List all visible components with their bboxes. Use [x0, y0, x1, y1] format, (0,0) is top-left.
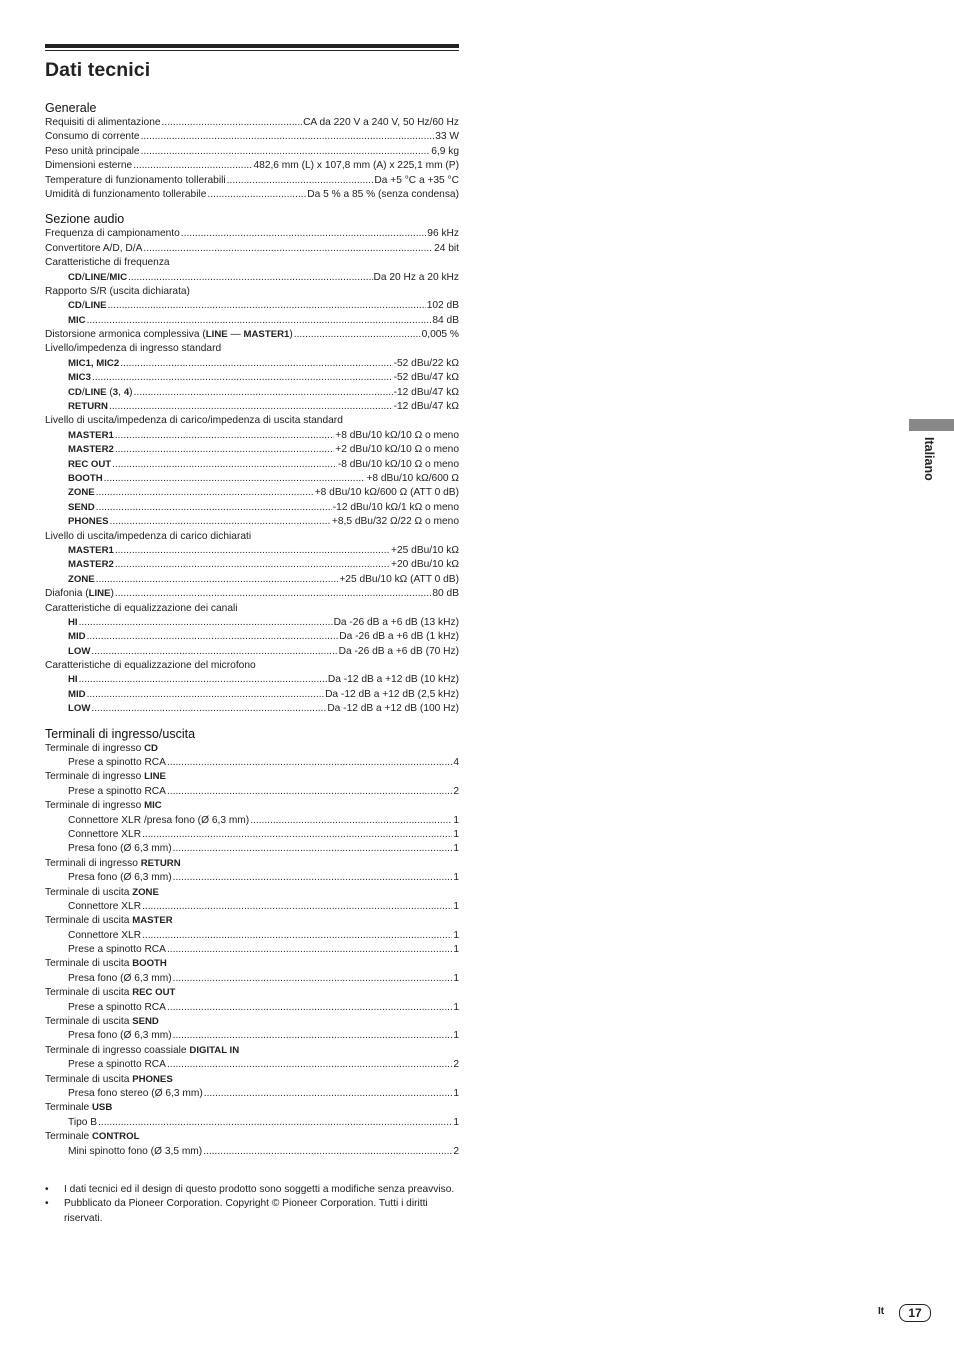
- spec-label: Dimensioni esterne: [45, 160, 133, 172]
- spec-row: [45, 188, 459, 202]
- spec-row: [45, 472, 459, 486]
- section-heading: Terminali di ingresso/uscita: [45, 726, 196, 741]
- dot-leader: [143, 242, 433, 256]
- spec-row: [45, 645, 459, 659]
- spec-label: Prese a spinotto RCA: [68, 944, 166, 956]
- language-tab-marker: [909, 419, 954, 431]
- spec-row: [45, 386, 459, 400]
- spec-value: 1: [453, 1030, 459, 1042]
- dot-leader: [167, 785, 452, 799]
- spec-row: [45, 587, 459, 601]
- spec-value: Da -26 dB a +6 dB (70 Hz): [338, 645, 459, 657]
- spec-row: [45, 1029, 459, 1043]
- dot-leader: [87, 630, 339, 644]
- spec-label: PHONES: [68, 516, 109, 528]
- dot-leader: [141, 130, 435, 144]
- dot-leader: [294, 328, 421, 342]
- dot-leader: [112, 458, 337, 472]
- spec-value: 1: [453, 814, 459, 826]
- spec-label: Presa fono (Ø 6,3 mm): [68, 843, 172, 855]
- spec-label: Prese a spinotto RCA: [68, 757, 166, 769]
- spec-label: MASTER1: [68, 429, 114, 441]
- dot-leader: [173, 972, 453, 986]
- dot-leader: [204, 1087, 453, 1101]
- dot-leader: [181, 227, 427, 241]
- spec-row: [45, 486, 459, 500]
- spec-value: Da -26 dB a +6 dB (1 kHz): [339, 631, 459, 643]
- section-terminali: [45, 726, 459, 1159]
- spec-row: [45, 159, 459, 173]
- spec-row: [45, 573, 459, 587]
- spec-row: [45, 174, 459, 188]
- page-number: 17: [899, 1304, 931, 1322]
- spec-value: -12 dBu/47 kΩ: [393, 386, 459, 398]
- dot-leader: [133, 159, 252, 173]
- section-generale: [45, 100, 459, 202]
- spec-group-label: Caratteristiche di equalizzazione del microfono: [45, 660, 256, 672]
- spec-row: [45, 1087, 459, 1101]
- spec-row: [45, 501, 459, 515]
- dot-leader: [128, 271, 373, 285]
- page-title: Dati tecnici: [45, 59, 151, 81]
- spec-value: 4: [453, 757, 459, 769]
- spec-label: MIC3: [68, 372, 91, 384]
- spec-row: [45, 443, 459, 457]
- spec-group-label: Terminale di ingresso LINE: [45, 771, 166, 783]
- spec-row: [45, 1001, 459, 1015]
- spec-group-label: Caratteristiche di equalizzazione dei canali: [45, 602, 238, 614]
- dot-leader: [87, 688, 324, 702]
- spec-label: MASTER2: [68, 444, 114, 456]
- spec-label: Connettore XLR: [68, 900, 142, 912]
- dot-leader: [227, 174, 374, 188]
- spec-value: Da -12 dB a +12 dB (2,5 kHz): [325, 688, 459, 700]
- spec-value: 1: [453, 900, 459, 912]
- spec-label: Frequenza di campionamento: [45, 228, 180, 240]
- dot-leader: [203, 1145, 452, 1159]
- spec-value: +8 dBu/10 kΩ/600 Ω: [366, 472, 459, 484]
- dot-leader: [98, 1116, 452, 1130]
- spec-label: Connettore XLR: [68, 929, 142, 941]
- spec-value: 1: [453, 1116, 459, 1128]
- spec-label: MASTER2: [68, 559, 114, 571]
- bullet-icon: •: [45, 1183, 49, 1195]
- spec-label: Distorsione armonica complessiva (LINE — MASTER1): [45, 329, 293, 341]
- spec-row: [45, 900, 459, 914]
- spec-row: [45, 1058, 459, 1072]
- spec-list: [45, 742, 459, 1159]
- spec-label: Umidità di funzionamento tollerabile: [45, 188, 207, 200]
- spec-label: HI: [68, 616, 78, 628]
- spec-row: [45, 299, 459, 313]
- spec-group-label: Terminale di ingresso MIC: [45, 800, 162, 812]
- spec-group-label: Terminale di ingresso coassiale DIGITAL IN: [45, 1044, 240, 1056]
- spec-value: 482,6 mm (L) x 107,8 mm (A) x 225,1 mm (P): [253, 160, 459, 172]
- spec-label: Convertitore A/D, D/A: [45, 242, 143, 254]
- spec-group-label: Terminale di uscita MASTER: [45, 915, 173, 927]
- spec-column: [45, 44, 459, 1226]
- spec-label: Mini spinotto fono (Ø 3,5 mm): [68, 1145, 203, 1157]
- spec-row: [45, 1116, 459, 1130]
- spec-value: Da 20 Hz a 20 kHz: [373, 271, 459, 283]
- spec-value: +8 dBu/10 kΩ/600 Ω (ATT 0 dB): [314, 487, 459, 499]
- spec-value: 2: [453, 1059, 459, 1071]
- spec-label: CD/LINE: [68, 300, 107, 312]
- spec-label: Consumo di corrente: [45, 131, 140, 143]
- title-rule-thick: [45, 44, 459, 48]
- spec-value: +8 dBu/10 kΩ/10 Ω o meno: [335, 429, 459, 441]
- spec-group-label: Terminale di ingresso CD: [45, 742, 158, 754]
- spec-value: 1: [453, 972, 459, 984]
- spec-group-label: Rapporto S/R (uscita dichiarata): [45, 285, 190, 297]
- dot-leader: [115, 443, 334, 457]
- spec-row: [45, 616, 459, 630]
- dot-leader: [167, 1058, 452, 1072]
- spec-list: [45, 116, 459, 202]
- spec-label: LOW: [68, 703, 91, 715]
- dot-leader: [96, 486, 314, 500]
- spec-label: ZONE: [68, 487, 95, 499]
- dot-leader: [104, 472, 366, 486]
- spec-value: -8 dBu/10 kΩ/10 Ω o meno: [337, 458, 459, 470]
- spec-value: +2 dBu/10 kΩ/10 Ω o meno: [335, 444, 459, 456]
- spec-row: [45, 371, 459, 385]
- spec-label: Presa fono (Ø 6,3 mm): [68, 972, 172, 984]
- dot-leader: [79, 673, 327, 687]
- spec-row: [45, 271, 459, 285]
- spec-label: RETURN: [68, 401, 108, 413]
- spec-row: [45, 673, 459, 687]
- note-text: Pubblicato da Pioneer Corporation. Copyright © Pioneer Corporation. Tutti i diritti riservati.: [64, 1198, 428, 1224]
- spec-row: [45, 929, 459, 943]
- section-heading: Sezione audio: [45, 212, 125, 227]
- dot-leader: [167, 943, 452, 957]
- spec-label: Prese a spinotto RCA: [68, 785, 166, 797]
- spec-label: Prese a spinotto RCA: [68, 1001, 166, 1013]
- spec-label: SEND: [68, 501, 95, 513]
- spec-value: +25 dBu/10 kΩ (ATT 0 dB): [339, 573, 459, 585]
- spec-value: 24 bit: [434, 242, 459, 254]
- spec-row: [45, 630, 459, 644]
- spec-label: CD/LINE/MIC: [68, 271, 127, 283]
- note-item: [45, 1183, 459, 1197]
- spec-row: [45, 972, 459, 986]
- section-audio: [45, 211, 459, 716]
- dot-leader: [142, 828, 452, 842]
- title-rule-thin: [45, 50, 459, 51]
- spec-row: [45, 785, 459, 799]
- dot-leader: [141, 145, 431, 159]
- dot-leader: [108, 299, 426, 313]
- spec-label: Peso unità principale: [45, 145, 140, 157]
- spec-row: [45, 458, 459, 472]
- spec-row: [45, 116, 459, 130]
- spec-value: 84 dB: [432, 314, 459, 326]
- note-item: [45, 1197, 459, 1226]
- spec-row: [45, 242, 459, 256]
- spec-value: -12 dBu/10 kΩ/1 kΩ o meno: [332, 501, 459, 513]
- spec-value: -52 dBu/47 kΩ: [393, 372, 459, 384]
- spec-value: 1: [453, 1001, 459, 1013]
- dot-leader: [142, 900, 452, 914]
- spec-group-label: Terminale di uscita BOOTH: [45, 958, 167, 970]
- spec-row: [45, 328, 459, 342]
- spec-list: [45, 227, 459, 716]
- spec-value: 0,005 %: [421, 329, 459, 341]
- dot-leader: [109, 400, 393, 414]
- dot-leader: [87, 314, 432, 328]
- dot-leader: [91, 702, 326, 716]
- footer-language: It: [878, 1306, 885, 1317]
- spec-row: [45, 130, 459, 144]
- spec-value: 1: [453, 944, 459, 956]
- spec-value: Da 5 % a 85 % (senza condensa): [307, 188, 459, 200]
- dot-leader: [162, 116, 303, 130]
- spec-row: [45, 357, 459, 371]
- spec-value: +20 dBu/10 kΩ: [391, 559, 459, 571]
- spec-label: Connettore XLR: [68, 828, 142, 840]
- spec-value: Da +5 °C a +35 °C: [374, 174, 459, 186]
- spec-row: [45, 688, 459, 702]
- dot-leader: [110, 515, 331, 529]
- spec-row: [45, 828, 459, 842]
- spec-label: MID: [68, 688, 86, 700]
- dot-leader: [91, 645, 337, 659]
- spec-row: [45, 814, 459, 828]
- dot-leader: [167, 1001, 452, 1015]
- dot-leader: [142, 929, 452, 943]
- dot-leader: [173, 1029, 453, 1043]
- spec-row: [45, 544, 459, 558]
- spec-group-label: Caratteristiche di frequenza: [45, 257, 170, 269]
- spec-value: 102 dB: [426, 300, 459, 312]
- dot-leader: [92, 371, 393, 385]
- spec-group-label: Terminale di uscita PHONES: [45, 1073, 173, 1085]
- spec-group-label: Livello di uscita/impedenza di carico dichiarati: [45, 530, 252, 542]
- spec-row: [45, 702, 459, 716]
- spec-group-label: Terminale di uscita ZONE: [45, 886, 159, 898]
- spec-row: [45, 400, 459, 414]
- bullet-icon: •: [45, 1198, 49, 1210]
- language-side-label: Italiano: [922, 437, 936, 481]
- spec-row: [45, 943, 459, 957]
- dot-leader: [207, 188, 306, 202]
- dot-leader: [115, 587, 432, 601]
- spec-value: 1: [453, 828, 459, 840]
- spec-label: Tipo B: [68, 1116, 98, 1128]
- dot-leader: [115, 558, 390, 572]
- spec-value: 1: [453, 929, 459, 941]
- spec-label: Presa fono (Ø 6,3 mm): [68, 1030, 172, 1042]
- spec-value: Da -12 dB a +12 dB (10 kHz): [327, 674, 459, 686]
- dot-leader: [173, 871, 453, 885]
- spec-label: MIC1, MIC2: [68, 357, 120, 369]
- spec-label: MID: [68, 631, 86, 643]
- dot-leader: [115, 429, 334, 443]
- spec-label: Presa fono (Ø 6,3 mm): [68, 872, 172, 884]
- spec-row: [45, 871, 459, 885]
- spec-label: Connettore XLR /presa fono (Ø 6,3 mm): [68, 814, 250, 826]
- spec-row: [45, 756, 459, 770]
- spec-label: CD/LINE (3, 4): [68, 386, 133, 398]
- dot-leader: [96, 573, 339, 587]
- dot-leader: [115, 544, 390, 558]
- spec-value: CA da 220 V a 240 V, 50 Hz/60 Hz: [303, 117, 459, 128]
- spec-value: 6,9 kg: [431, 145, 459, 157]
- spec-label: BOOTH: [68, 472, 103, 484]
- notes-list: [45, 1183, 459, 1226]
- spec-label: MASTER1: [68, 544, 114, 556]
- spec-value: +8,5 dBu/32 Ω/22 Ω o meno: [331, 516, 459, 528]
- spec-value: 2: [453, 1145, 459, 1157]
- dot-leader: [96, 501, 332, 515]
- spec-label: Diafonia (LINE): [45, 588, 114, 600]
- dot-leader: [167, 756, 452, 770]
- note-text: I dati tecnici ed il design di questo prodotto sono soggetti a modifiche senza preavviso.: [64, 1183, 455, 1195]
- spec-row: [45, 429, 459, 443]
- dot-leader: [134, 386, 393, 400]
- spec-group-label: Terminale di uscita REC OUT: [45, 987, 176, 999]
- spec-value: +25 dBu/10 kΩ: [391, 544, 459, 556]
- spec-row: [45, 314, 459, 328]
- spec-label: Temperature di funzionamento tollerabili: [45, 174, 226, 186]
- spec-row: [45, 145, 459, 159]
- spec-value: 33 W: [435, 131, 459, 143]
- spec-group-label: Livello di uscita/impedenza di carico/impedenza di uscita standard: [45, 415, 343, 427]
- spec-value: 1: [453, 872, 459, 884]
- spec-label: LOW: [68, 645, 91, 657]
- spec-value: 96 kHz: [427, 228, 459, 240]
- spec-label: Presa fono stereo (Ø 6,3 mm): [68, 1088, 203, 1099]
- spec-label: REC OUT: [68, 458, 112, 470]
- spec-group-label: Terminale di uscita SEND: [45, 1016, 159, 1028]
- spec-value: 80 dB: [432, 588, 459, 600]
- spec-row: [45, 1145, 459, 1159]
- spec-value: 2: [453, 785, 459, 797]
- spec-row: [45, 227, 459, 241]
- dot-leader: [120, 357, 392, 371]
- spec-value: -12 dBu/47 kΩ: [393, 401, 459, 413]
- spec-label: ZONE: [68, 573, 95, 585]
- spec-group-label: Terminali di ingresso RETURN: [45, 857, 181, 869]
- dot-leader: [250, 814, 452, 828]
- spec-row: [45, 842, 459, 856]
- spec-row: [45, 515, 459, 529]
- spec-value: -52 dBu/22 kΩ: [393, 357, 459, 369]
- spec-label: MIC: [68, 314, 86, 326]
- spec-value: 1: [453, 1088, 459, 1099]
- spec-label: Requisiti di alimentazione: [45, 117, 161, 128]
- spec-value: 1: [453, 843, 459, 855]
- dot-leader: [79, 616, 333, 630]
- spec-value: Da -26 dB a +6 dB (13 kHz): [333, 616, 459, 628]
- spec-group-label: Terminale USB: [45, 1102, 113, 1114]
- dot-leader: [173, 842, 453, 856]
- spec-label: Prese a spinotto RCA: [68, 1059, 166, 1071]
- spec-group-label: Livello/impedenza di ingresso standard: [45, 343, 222, 355]
- spec-group-label: Terminale CONTROL: [45, 1131, 140, 1143]
- section-heading: Generale: [45, 101, 97, 115]
- spec-label: HI: [68, 674, 78, 686]
- spec-value: Da -12 dB a +12 dB (100 Hz): [327, 703, 459, 715]
- spec-row: [45, 558, 459, 572]
